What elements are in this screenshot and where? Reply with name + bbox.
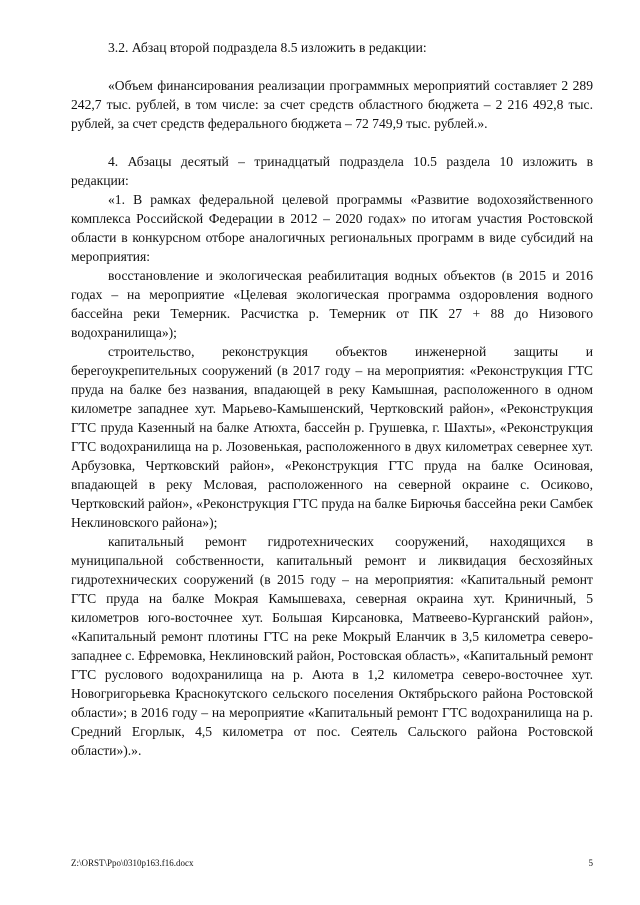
paragraph-spacer: [71, 57, 593, 76]
paragraph-federal-program: «1. В рамках федеральной целевой программы «Развитие водохозяйственного комплекса Российской Федерации в 2012 – 2020 годах» по итогам участия Ростовской области в конкурсном отборе аналогичных региональных программ в виде субсидий на мероприятия:: [71, 192, 593, 264]
page-footer: [71, 858, 593, 872]
paragraph-spacer: [71, 133, 593, 152]
paragraph-construction: строительство, реконструкция объектов инженерной защиты и берегоукрепительных сооружений (в 2017 году – на мероприятия: «Реконструкция ГТС пруда на балке без названия, впадающей в реку Камышная, расположенного в одном километре западнее хут. Марьево-Камышенский, Чертковский район», «Реконструкция ГТС пруда Казенный на балке Атюхта, бассейн р. Грушевка, г. Шахты», «Реконструкция ГТС водохранилища на р. Лозовенькая, расположенного в двух километрах севернее хут. Арбузовка, Чертковский район», «Реконструкция ГТС пруда на балке Осиновая, впадающей в реку Мсловая, расположенного на северной окраине с. Осиково, Чертковский район», «Реконструкция ГТС пруда на балке Бирючья бассейна реки Самбек Неклиновского района»);: [71, 344, 593, 530]
paragraph-4: 4. Абзацы десятый – тринадцатый подраздела 10.5 раздела 10 изложить в редакции:: [71, 154, 593, 188]
document-body: [71, 38, 593, 760]
paragraph-3-2: 3.2. Абзац второй подраздела 8.5 изложить в редакции:: [108, 40, 427, 55]
paragraph-capital-repair: капитальный ремонт гидротехнических сооружений, находящихся в муниципальной собственности, капитальный ремонт и ликвидация бесхозяйных гидротехнических сооружений (в 2015 году – на мероприятия: «Капитальный ремонт ГТС пруда на балке Мокрая Камышеваха, северная окраина хут. Криничный, 5 километров юго-восточнее хут. Большая Кирсановка, Матвеево-Курганский район», «Капитальный ремонт плотины ГТС на реке Мокрый Еланчик в 3,5 километра северо-западнее с. Ефремовка, Неклиновский район, Ростовская область», «Капитальный ремонт ГТС руслового водохранилища на р. Аюта в 1,2 километра северо-восточнее хут. Новогригорьевка Краснокутского сельского поселения Октябрьского района Ростовской области»; в 2016 году – на мероприятие «Капитальный ремонт ГТС водохранилища на р. Средний Егорлык, 4,5 километра от пос. Сеятель Сальского района Ростовской области»).».: [71, 534, 593, 758]
page-number: 5: [588, 858, 593, 868]
paragraph-restoration: восстановление и экологическая реабилитация водных объектов (в 2015 и 2016 годах – на мероприятие «Целевая экологическая программа оздоровления водного бассейна реки Темерник. Расчистка р. Темерник от ПК 27 + 88 до Низового водохранилища»);: [71, 268, 593, 340]
paragraph-financing: «Объем финансирования реализации программных мероприятий составляет 2 289 242,7 тыс. рублей, в том числе: за счет средств областного бюджета – 2 216 492,8 тыс. рублей, за счет средств федерального бюджета – 72 749,9 тыс. рублей.».: [71, 78, 593, 131]
footer-file-path: Z:\ORST\Ppo\0310p163.f16.docx: [71, 858, 194, 868]
